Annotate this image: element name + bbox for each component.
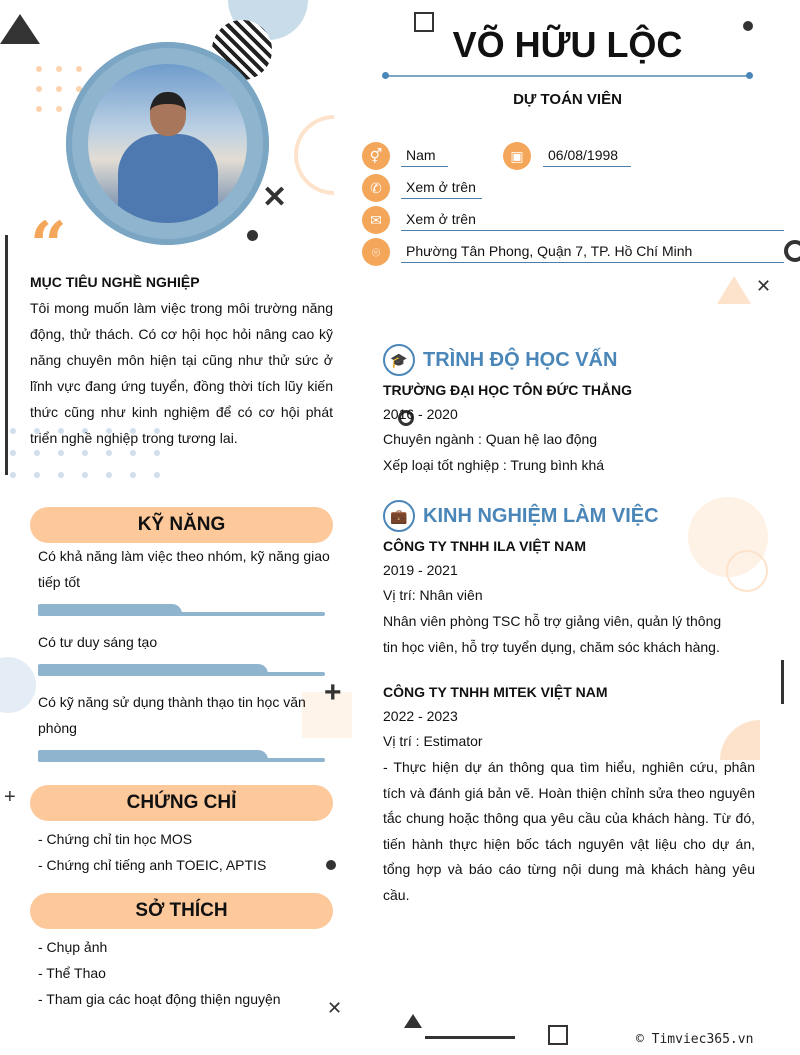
graduation-cap-icon: 🎓 — [383, 344, 415, 376]
triangle-decoration — [404, 1014, 422, 1028]
square-decoration — [548, 1025, 568, 1045]
skill-label: Có khả năng làm việc theo nhóm, kỹ năng giao tiếp tốt — [38, 548, 330, 590]
hobby-item: - Chụp ảnh — [38, 939, 108, 955]
watermark: © Timviec365.vn — [636, 1032, 754, 1047]
ring-decoration — [784, 240, 800, 262]
avatar — [88, 64, 247, 223]
skills-heading: KỸ NĂNG — [30, 507, 333, 543]
education-title: TRÌNH ĐỘ HỌC VẤN — [423, 348, 618, 371]
job-description: Nhân viên phòng TSC hỗ trợ giảng viên, quản lý thông tin học viên, hỗ trợ tuyển dụng, chăm sóc khách hàng. — [383, 613, 722, 655]
hobby-item: - Tham gia các hoạt động thiện nguyện — [38, 991, 281, 1007]
experience-title: KINH NGHIỆM LÀM VIỆC — [423, 504, 659, 527]
certificate-item: - Chứng chỉ tiếng anh TOEIC, APTIS — [38, 857, 267, 873]
birthdate-value: 06/08/1998 — [543, 144, 631, 167]
close-decoration: ✕ — [327, 998, 343, 1018]
experience-heading — [383, 500, 659, 532]
divider-dot — [746, 72, 753, 79]
close-decoration: ✕ — [756, 276, 772, 296]
education-major: Chuyên ngành : Quan hệ lao động — [383, 431, 598, 447]
gender-value: Nam — [401, 144, 448, 167]
gender-icon: ⚥ — [362, 142, 390, 170]
half-circle-decoration — [720, 720, 760, 760]
close-decoration: ✕ — [262, 181, 288, 214]
skill-bar-fill — [38, 750, 268, 762]
company-name: CÔNG TY TNHH MITEK VIỆT NAM — [383, 684, 608, 700]
skill-label: Có kỹ năng sử dụng thành thạo tin học văn phòng — [38, 694, 306, 736]
skill-bar — [38, 750, 325, 762]
dot-decoration — [326, 860, 336, 870]
skill-bar-fill — [38, 604, 182, 616]
location-icon: ⌾ — [362, 238, 390, 266]
certificates-heading: CHỨNG CHỈ — [30, 785, 333, 821]
ring-decoration — [726, 550, 768, 592]
divider-dot — [382, 72, 389, 79]
company-name: CÔNG TY TNHH ILA VIỆT NAM — [383, 538, 586, 554]
plus-decoration: + — [324, 676, 342, 709]
candidate-name: VÕ HỮU LỘC — [452, 24, 683, 65]
dot-decoration — [247, 230, 258, 241]
phone-icon: ✆ — [362, 174, 390, 202]
half-circle-decoration — [0, 657, 36, 713]
objective-text: Tôi mong muốn làm việc trong môi trường năng động, thử thách. Có cơ hội học hỏi nâng cao kỹ năng chuyên môn hiện tại cũng như thử sức ở lĩnh vực đang ứng tuyển, đồng thời tích lũy kiến thức cũng như kinh nghiệm để có cơ hội phát triển nghề nghiệp trong tương lai. — [30, 300, 333, 446]
job-years: 2022 - 2023 — [383, 708, 458, 724]
certificate-item: - Chứng chỉ tin học MOS — [38, 831, 193, 847]
education-grade: Xếp loại tốt nghiệp : Trung bình khá — [383, 457, 605, 473]
phone-value: Xem ở trên — [401, 176, 482, 199]
job-years: 2019 - 2021 — [383, 562, 458, 578]
triangle-decoration — [0, 14, 40, 44]
job-position: Vị trí: Nhân viên — [383, 587, 483, 603]
quote-icon: “ — [30, 208, 67, 283]
school-name: TRƯỜNG ĐẠI HỌC TÔN ĐỨC THẮNG — [383, 382, 633, 398]
hobby-item: - Thể Thao — [38, 965, 106, 981]
education-heading — [383, 344, 617, 376]
education-years: 2016 - 2020 — [383, 406, 458, 422]
vertical-line-decoration — [781, 660, 784, 704]
header-divider — [385, 75, 750, 77]
half-circle-decoration — [294, 115, 334, 195]
vertical-line-decoration — [5, 235, 8, 475]
line-decoration — [425, 1036, 515, 1039]
job-title: DỰ TOÁN VIÊN — [513, 91, 622, 108]
job-position: Vị trí : Estimator — [383, 733, 483, 749]
email-value: Xem ở trên — [401, 208, 784, 231]
email-icon: ✉ — [362, 206, 390, 234]
skill-bar — [38, 604, 325, 616]
job-description: - Thực hiện dự án thông qua tìm hiểu, nghiên cứu, phân tích và đánh giá bản vẽ. Hoàn thiện chỉnh sửa theo nguyên tắc chung hoặc thông qua yêu cầu của khách hàng. Từ đó, tiến hành thực hiện bốc tách nguyên vật liệu cho dự án, tổng hợp và báo cáo từng nội dung mà khách hàng yêu cầu. — [383, 759, 755, 903]
triangle-decoration — [717, 276, 751, 304]
briefcase-icon: 💼 — [383, 500, 415, 532]
skill-label: Có tư duy sáng tạo — [38, 634, 158, 650]
objective-title: MỤC TIÊU NGHỀ NGHIỆP — [30, 274, 200, 290]
calendar-icon: ▣ — [503, 142, 531, 170]
skill-bar — [38, 664, 325, 676]
skill-bar-fill — [38, 664, 268, 676]
hobbies-heading: SỞ THÍCH — [30, 893, 333, 929]
plus-decoration: + — [4, 786, 16, 808]
address-value: Phường Tân Phong, Quận 7, TP. Hồ Chí Minh — [401, 240, 784, 263]
